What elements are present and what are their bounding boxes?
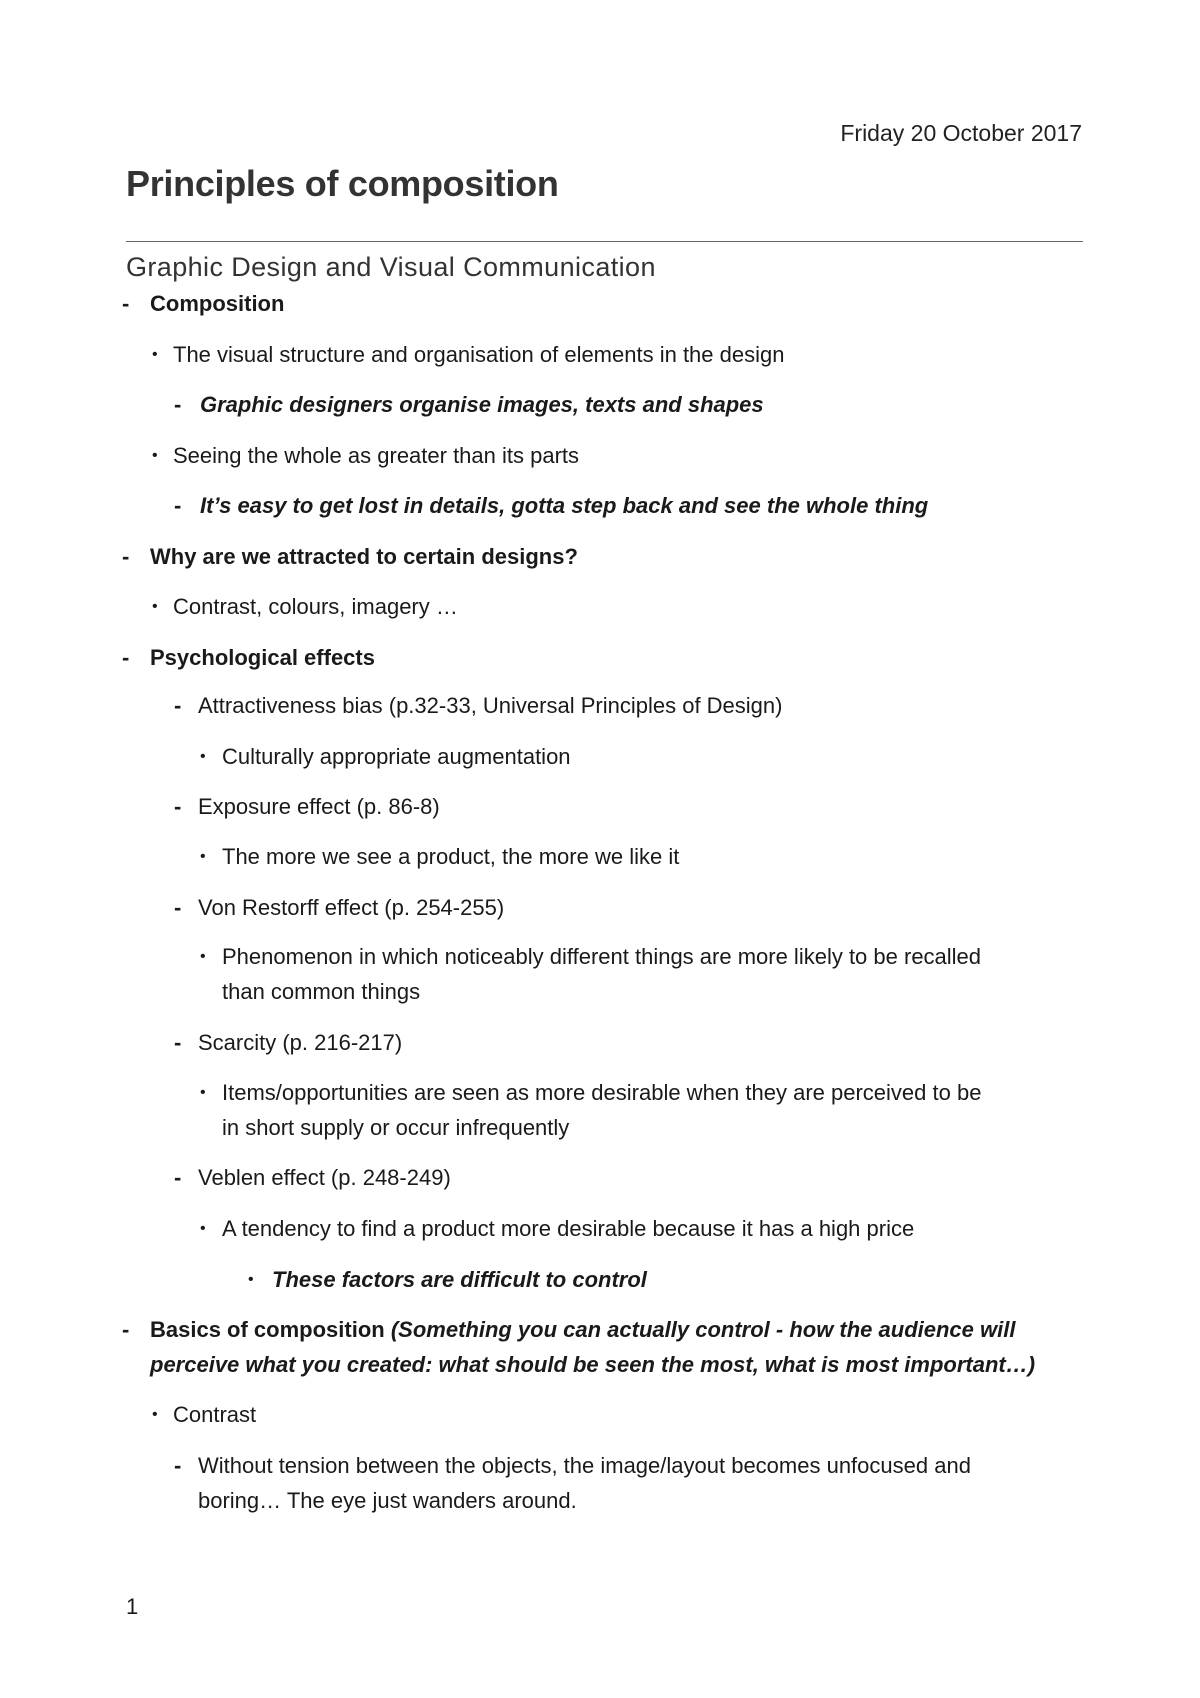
outline-item-note: perceive what you created: what should be seen the most, what is most important…)	[150, 1352, 1036, 1377]
outline-item-text: Scarcity (p. 216-217)	[198, 1030, 403, 1055]
outline-item-text: Items/opportunities are seen as more desirable when they are perceived to be	[222, 1080, 982, 1105]
page-subtitle: Graphic Design and Visual Communication	[126, 252, 656, 282]
dash-marker: -	[122, 1317, 130, 1342]
outline-item-text: Graphic designers organise images, texts and shapes	[200, 392, 764, 417]
bullet-marker: •	[200, 1220, 206, 1237]
dash-marker: -	[174, 493, 182, 518]
outline-item-note: (Something you can actually control - how the audience will	[390, 1317, 1016, 1342]
outline-item-text: Contrast, colours, imagery …	[173, 594, 458, 619]
outline-item-text: Without tension between the objects, the image/layout becomes unfocused and	[198, 1453, 971, 1478]
bullet-marker: •	[152, 346, 158, 363]
outline-item-lead: Basics of composition	[150, 1317, 391, 1342]
title-divider	[126, 241, 1083, 242]
dash-marker: -	[174, 693, 182, 718]
dash-marker: -	[174, 1030, 182, 1055]
bullet-marker: •	[152, 1406, 158, 1423]
outline-item-text	[150, 1347, 1035, 1382]
dash-marker: -	[174, 1165, 182, 1190]
outline-item-text: than common things	[222, 979, 421, 1004]
outline-item-text: in short supply or occur infrequently	[222, 1115, 570, 1140]
dash-marker: -	[174, 794, 182, 819]
bullet-marker: •	[152, 598, 158, 615]
bullet-marker: •	[200, 848, 206, 865]
outline-item-text: Seeing the whole as greater than its parts	[173, 443, 580, 468]
outline-item-text: It’s easy to get lost in details, gotta step back and see the whole thing	[200, 493, 929, 518]
dash-marker: -	[174, 1453, 182, 1478]
bullet-marker: •	[200, 948, 206, 965]
outline-item-text: Psychological effects	[150, 645, 375, 670]
document-date: Friday 20 October 2017	[840, 120, 1082, 146]
bullet-marker: •	[152, 447, 158, 464]
outline-item-text: The visual structure and organisation of elements in the design	[173, 342, 785, 367]
outline-item-text: Culturally appropriate augmentation	[222, 744, 571, 769]
outline-item-text: Why are we attracted to certain designs?	[150, 544, 578, 569]
outline-item-text: Composition	[150, 291, 285, 316]
outline-item-text: The more we see a product, the more we like it	[222, 844, 680, 869]
dash-marker: -	[122, 645, 130, 670]
bullet-marker: •	[200, 748, 206, 765]
outline-item-text: Veblen effect (p. 248-249)	[198, 1165, 451, 1190]
dash-marker: -	[174, 895, 182, 920]
dash-marker: -	[122, 291, 130, 316]
outline-item-text: Contrast	[173, 1402, 257, 1427]
outline-item-text: Phenomenon in which noticeably different things are more likely to be recalled	[222, 944, 982, 969]
outline-item-text: Von Restorff effect (p. 254-255)	[198, 895, 505, 920]
outline-item-text: boring… The eye just wanders around.	[198, 1488, 577, 1513]
dash-marker: -	[174, 392, 182, 417]
bullet-marker: •	[248, 1271, 254, 1288]
outline-item-text: A tendency to find a product more desirable because it has a high price	[222, 1216, 915, 1241]
outline-item-text: Attractiveness bias (p.32-33, Universal Principles of Design)	[198, 693, 783, 718]
bullet-marker: •	[200, 1084, 206, 1101]
dash-marker: -	[122, 544, 130, 569]
outline-item-text	[150, 1312, 1015, 1347]
page-title: Principles of composition	[126, 163, 559, 204]
outline-item-text: Exposure effect (p. 86-8)	[198, 794, 440, 819]
outline-item-text: These factors are difficult to control	[272, 1267, 647, 1292]
page-number: 1	[126, 1594, 139, 1619]
